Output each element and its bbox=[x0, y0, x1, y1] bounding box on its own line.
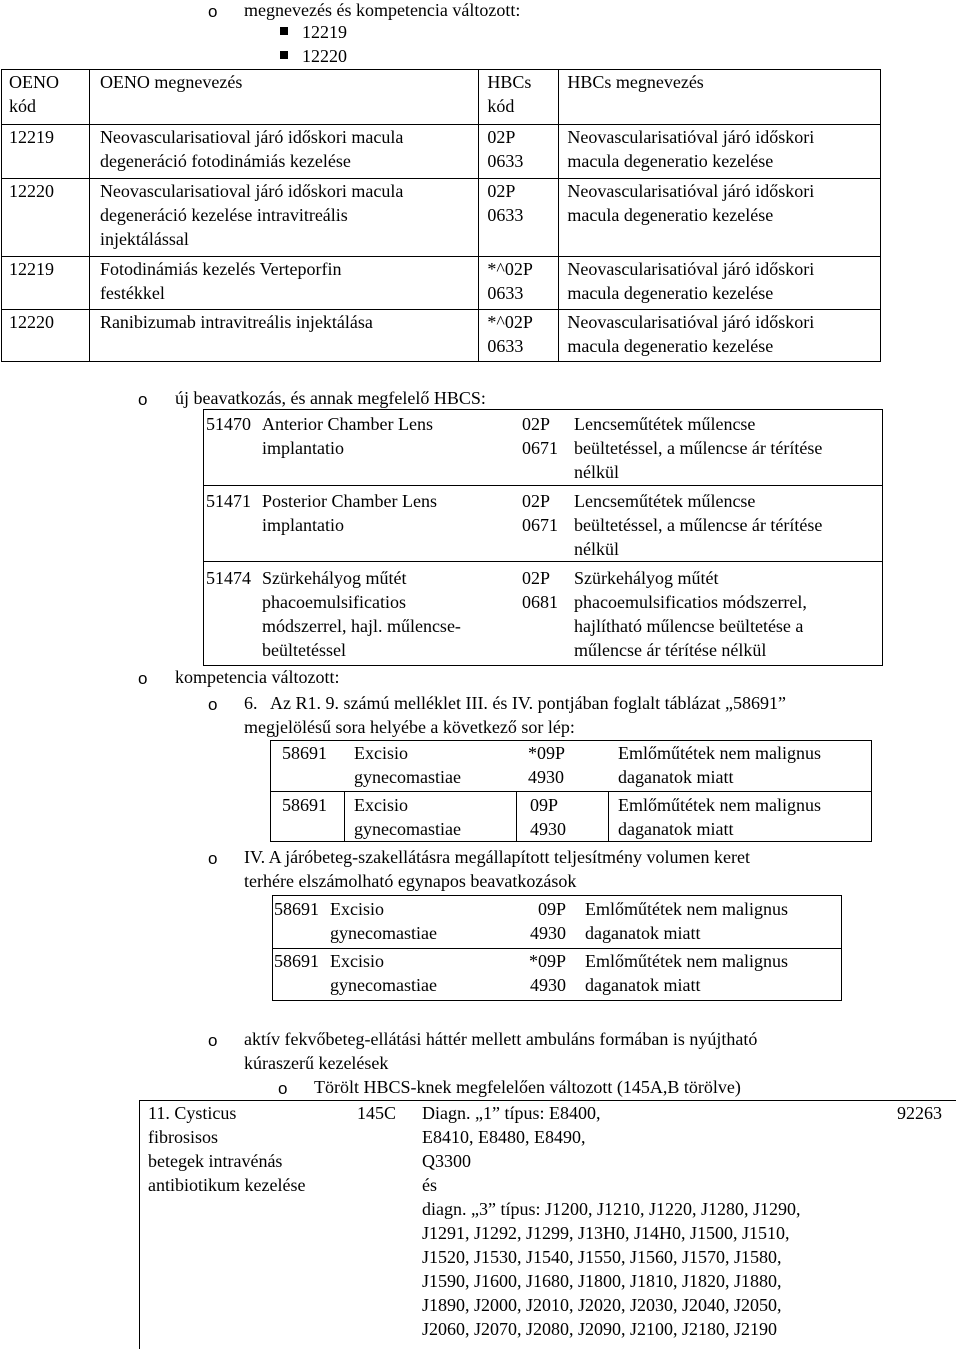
divider bbox=[344, 791, 345, 841]
list-bullet-icon: o bbox=[208, 2, 218, 21]
square-bullet-icon bbox=[280, 51, 288, 59]
divider bbox=[139, 1100, 140, 1349]
sub-bullet-deleted: Törölt HBCS-knek megfelelően változott (145A,B törölve) bbox=[314, 1077, 741, 1097]
square-bullet-icon bbox=[280, 27, 288, 35]
header-hbcs-kod: HBCs kód bbox=[479, 70, 559, 125]
sub-bullet-12219: 12219 bbox=[280, 20, 347, 44]
bullet-text-competence: kompetencia változott: bbox=[175, 667, 340, 687]
divider bbox=[203, 485, 883, 486]
bullet-text-change: megnevezés és kompetencia változott: bbox=[244, 0, 521, 20]
list-bullet-icon: o bbox=[208, 849, 218, 868]
divider bbox=[516, 791, 517, 841]
list-bullet-icon: o bbox=[138, 390, 148, 409]
table-row: 12220 Ranibizumab intravitreális injektálása *^02P 0633 Neovascularisatióval járó időskori macula degeneratio kezelése bbox=[2, 310, 881, 362]
table-row: 12220 Neovascularisatioval járó időskori macula degeneráció kezelése intravitreális injektálással 02P 0633 Neovascularisatióval járó időskori macula degeneratio kezelése bbox=[2, 179, 881, 257]
divider bbox=[203, 561, 883, 562]
divider bbox=[608, 791, 609, 841]
header-oeno-kod: OENO kód bbox=[2, 70, 90, 125]
bullet-text-ambulant: aktív fekvőbeteg-ellátási háttér mellett ambuláns formában is nyújtható kúraszerű kezelések bbox=[244, 1029, 758, 1073]
item-6-text: Az R1. 9. számú melléklet III. és IV. pontjában foglalt táblázat „58691” megjelölésű sora helyébe a következő sor lép: bbox=[244, 693, 787, 737]
sub-bullet-12220: 12220 bbox=[280, 44, 347, 68]
divider bbox=[270, 791, 872, 792]
table-row: 12219 Fotodinámiás kezelés Verteporfin festékkel *^02P 0633 Neovascularisatióval járó időskori macula degeneratio kezelése bbox=[2, 257, 881, 310]
header-hbcs-name: HBCs megnevezés bbox=[559, 70, 881, 125]
header-oeno-name: OENO megnevezés bbox=[89, 70, 478, 125]
list-bullet-icon: o bbox=[138, 669, 148, 688]
list-bullet-icon: o bbox=[208, 695, 218, 714]
item-number: 6. bbox=[244, 693, 258, 713]
oeno-table bbox=[1, 69, 881, 362]
table-row: 12219 Neovascularisatioval járó időskori macula degeneráció fotodinámiás kezelése 02P 0633 Neovascularisatióval járó időskori macula degeneratio kezelése bbox=[2, 125, 881, 179]
list-bullet-icon: o bbox=[208, 1031, 218, 1050]
list-bullet-icon: o bbox=[278, 1079, 288, 1098]
table-header-row bbox=[2, 70, 881, 125]
iv-text: IV. A járóbeteg-szakellátásra megállapított teljesítmény volumen keret terhére elszámolható egynapos beavatkozások bbox=[244, 847, 751, 891]
bullet-text-new-procedure: új beavatkozás, és annak megfelelő HBCS: bbox=[175, 388, 486, 408]
